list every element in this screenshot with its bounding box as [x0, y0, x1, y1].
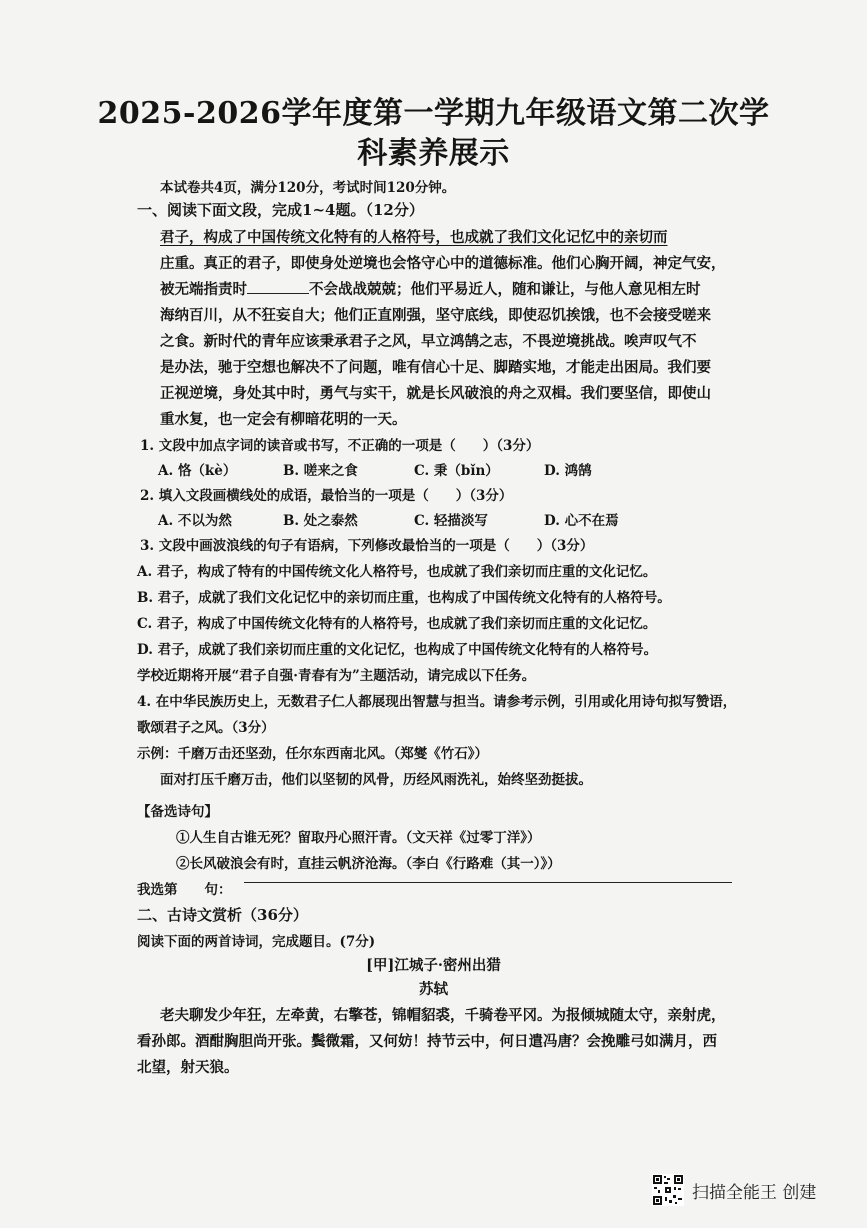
example-answer: 面对打压千磨万击，他们以坚韧的风骨，历经风雨洗礼，始终坚劲挺拔。 — [160, 772, 592, 788]
activity-intro: 学校近期将开展“君子自强·青春有为”主题活动，请完成以下任务。 — [137, 668, 536, 684]
section2-heading: 二、古诗文赏析（36分） — [137, 906, 308, 924]
answer-line — [244, 882, 732, 883]
passage-line: 之食。新时代的青年应该秉承君子之风，早立鸿鹄之志，不畏逆境挑战。唉声叹气不 — [160, 333, 697, 350]
q2-option-d: D. 心不在焉 — [544, 513, 619, 529]
q2-option-c: C. 轻描淡写 — [414, 513, 488, 529]
poem-line: 北望，射天狼。 — [137, 1059, 239, 1076]
fill-blank — [247, 281, 309, 294]
poem-author: 苏轼 — [419, 981, 448, 998]
passage-text: 不会战战兢兢；他们平易近人，随和谦让，与他人意见相左时 — [309, 281, 701, 298]
poem-line: 看孙郎。酒酣胸胆尚开张。鬓微霜，又何妨！持节云中，何日遣冯唐？会挽雕弓如满月，西 — [137, 1033, 717, 1050]
scanner-app-label: 扫描全能王 创建 — [692, 1182, 817, 1203]
question-3: 3. 文段中画波浪线的句子有语病，下列修改最恰当的一项是（ ）（3分） — [140, 538, 594, 554]
passage-text: 被无端指责时 — [160, 281, 247, 298]
exam-info: 本试卷共4页，满分120分，考试时间120分钟。 — [160, 180, 456, 196]
passage-line: 是办法，驰于空想也解决不了问题，唯有信心十足、脚踏实地，才能走出困局。我们要 — [160, 359, 711, 376]
q3-option-b: B. 君子，成就了我们文化记忆中的亲切而庄重，也构成了中国传统文化特有的人格符号。 — [137, 590, 671, 606]
passage-wavy-sentence: 君子，构成了中国传统文化特有的人格符号，也成就了我们文化记忆中的亲切而 — [160, 229, 668, 246]
exam-title-line2: 科素养展示 — [357, 136, 510, 171]
question-1: 1. 文段中加点字词的读音或书写，不正确的一项是（ ）（3分） — [140, 438, 540, 454]
exam-title-line1: 2025-2026学年度第一学期九年级语文第二次学 — [97, 96, 770, 131]
q1-option-c: C. 秉（bǐn） — [414, 463, 499, 479]
q3-option-a: A. 君子，构成了特有的中国传统文化人格符号，也成就了我们亲切而庄重的文化记忆。 — [137, 564, 657, 580]
poem-option-1: ①人生自古谁无死？留取丹心照汗青。（文天祥《过零丁洋》） — [176, 830, 541, 846]
poem-option-2: ②长风破浪会有时，直挂云帆济沧海。（李白《行路难（其一）》） — [176, 856, 561, 872]
q2-option-b: B. 处之泰然 — [283, 513, 358, 529]
question-2: 2. 填入文段画横线处的成语，最恰当的一项是（ ）（3分） — [140, 488, 513, 504]
section1-heading: 一、阅读下面文段，完成1~4题。（12分） — [137, 201, 424, 219]
question-4: 4. 在中华民族历史上，无数君子仁人都展现出智慧与担当。请参考示例，引用或化用诗句拟写赞语， — [137, 694, 737, 710]
question-4-cont: 歌颂君子之风。（3分） — [137, 720, 275, 736]
poems-heading: 【备选诗句】 — [137, 804, 218, 820]
scanner-watermark — [652, 1172, 852, 1208]
qr-code-icon — [652, 1174, 684, 1206]
section2-intro: 阅读下面的两首诗词，完成题目。(7分) — [137, 934, 376, 950]
q3-option-c: C. 君子，构成了中国传统文化特有的人格符号，也成就了我们亲切而庄重的文化记忆。 — [137, 616, 657, 632]
passage-line: 海纳百川，从不狂妄自大；他们正直刚强，坚守底线，即使忍饥挨饿，也不会接受嗟来 — [160, 307, 711, 324]
q1-option-d: D. 鸿鹄 — [544, 463, 592, 479]
passage-line: 庄重。真正的君子，即使身处逆境也会恪守心中的道德标准。他们心胸开阔，神定气安， — [160, 255, 726, 272]
q3-option-d: D. 君子，成就了我们亲切而庄重的文化记忆，也构成了中国传统文化特有的人格符号。 — [137, 642, 658, 658]
q1-option-b: B. 嗟来之食 — [283, 463, 358, 479]
passage-line: 正视逆境，身处其中时，勇气与实干，就是长风破浪的舟之双楫。我们要坚信，即使山 — [160, 385, 711, 402]
passage-line: 重水复，也一定会有柳暗花明的一天。 — [160, 411, 407, 428]
poem-line: 老夫聊发少年狂，左牵黄，右擎苍，锦帽貂裘，千骑卷平冈。为报倾城随太守，亲射虎， — [160, 1007, 726, 1024]
example-quote: 示例：千磨万击还坚劲，任尔东西南北风。（郑燮《竹石》） — [137, 746, 488, 762]
choose-label: 我选第 句： — [137, 882, 232, 898]
poem-title: [甲]江城子·密州出猎 — [366, 957, 501, 974]
q1-option-a: A. 恪（kè） — [158, 463, 237, 479]
passage-line — [160, 278, 701, 299]
q2-option-a: A. 不以为然 — [158, 513, 232, 529]
